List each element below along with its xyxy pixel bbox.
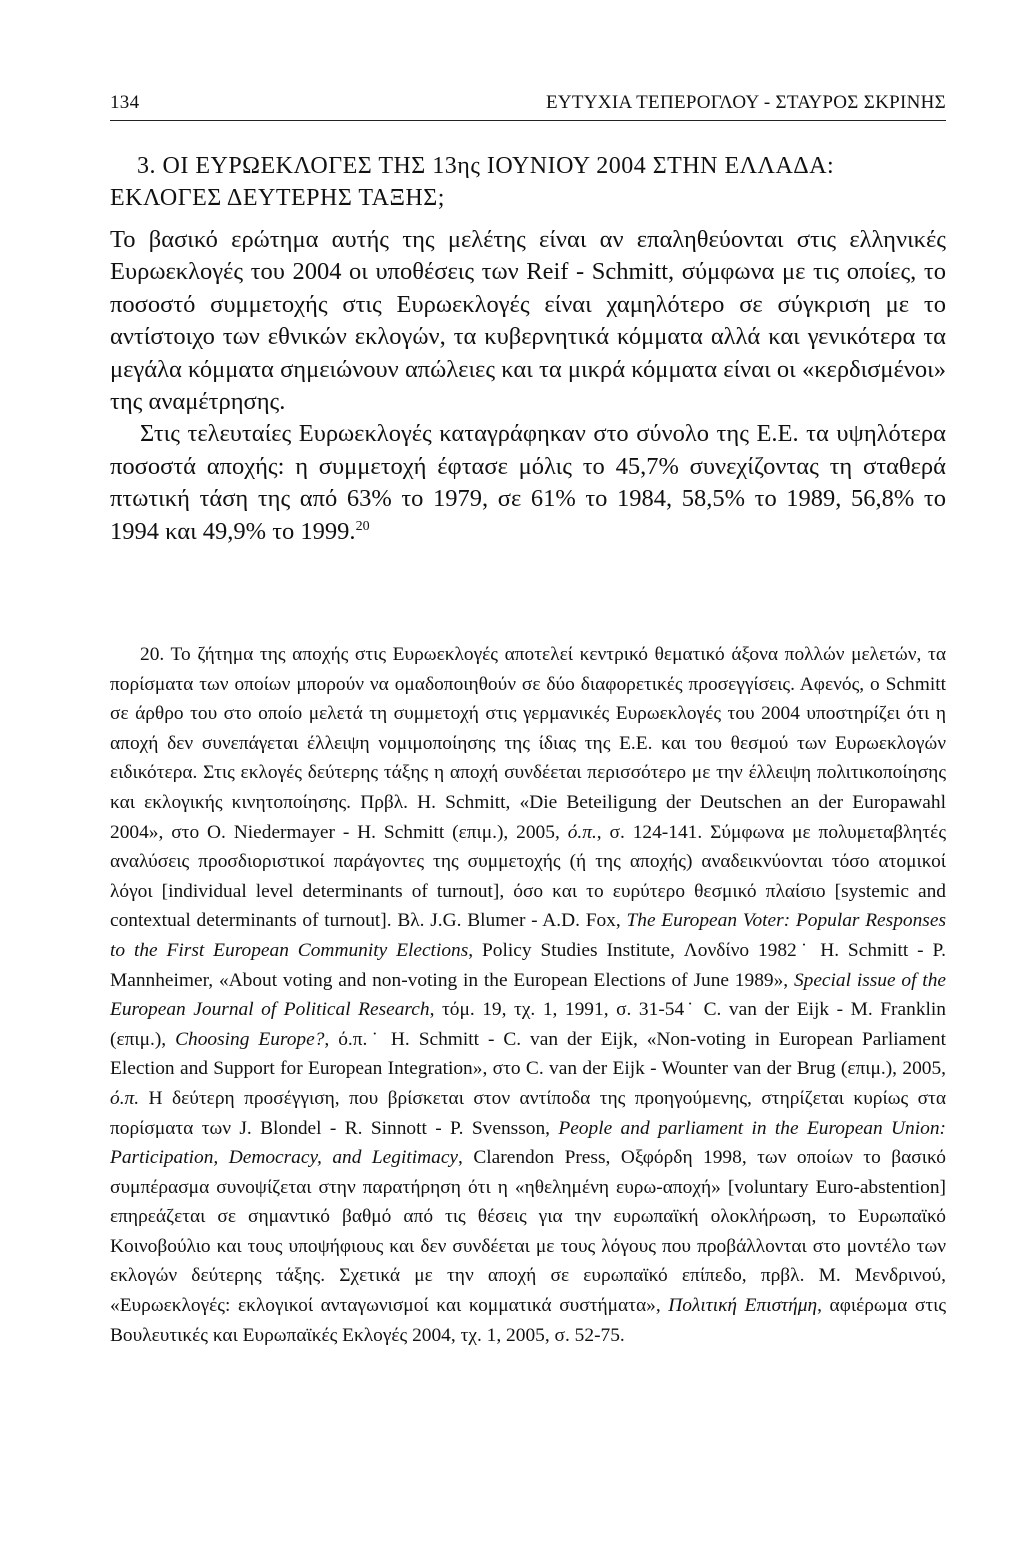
body-paragraph-2-text: Στις τελευταίες Ευρωεκλογές καταγράφηκαν στο σύνολο της Ε.Ε. τα υψηλότερα ποσοστά αποχής: η συμμετοχή έφτασε μόλις το 45,7% συνεχίζοντας τη σταθερά πτωτική τάση της από 63% το 1979, σε 61% το 1984, 58,5% το 1989, 56,8% το 1994 και 49,9% το 1999.	[110, 420, 946, 545]
footnote-text-3: , Policy Studies Institute, Λονδίνο 1982˙ H. Schmitt - P. Mannheimer, «About voting and non-voting in the European Elections of June 1989»,	[110, 939, 946, 991]
running-title: ΕΥΤΥΧΙΑ ΤΕΠΕΡΟΓΛΟΥ - ΣΤΑΥΡΟΣ ΣΚΡΙΝΗΣ	[545, 92, 946, 113]
main-text	[110, 224, 946, 548]
footnote-journal-title: Special issue of the European Journal of Political Research	[110, 969, 946, 1021]
footnote-text-2: , σ. 124-141. Σύμφωνα με πολυμεταβλητές αναλύσεις προσδιοριστικοί παράγοντες της συμμετοχής (ή της αποχής) αναδεικνύονται τόσο ατομικοί λόγοι [individual level determinants of turnout], όσο και το ευρύτερο θεσμικό πλαίσιο [systemic and contextual determinants of turnout]. Βλ. J.G. Blumer - A.D. Fox,	[110, 821, 947, 932]
footnote-journal-title-2: Πολιτική Επιστήμη	[668, 1295, 818, 1317]
footnote-book-title-3: People and parliament in the European Union: Participation, Democracy, and Legitimacy	[110, 1117, 946, 1169]
footnote-text-6: Η δεύτερη προσέγγιση, που βρίσκεται στον αντίποδα της προηγούμενης, στηρίζεται κυρίως στα πορίσματα των J. Blondel - R. Sinnott - P. Svensson,	[110, 1087, 946, 1139]
section-heading: 3. ΟΙ ΕΥΡΩΕΚΛΟΓΕΣ ΤΗΣ 13ης ΙΟΥΝΙΟΥ 2004 ΣΤΗΝ ΕΛΛΑΔΑ: ΕΚΛΟΓΕΣ ΔΕΥΤΕΡΗΣ ΤΑΞΗΣ;	[110, 153, 835, 211]
footnote-text-8: , αφιέρωμα στις Βουλευτικές και Ευρωπαϊκές Εκλογές 2004, τχ. 1, 2005, σ. 52-75.	[110, 1295, 947, 1346]
footnote-20	[110, 640, 946, 1350]
footnote-text-4: , τόμ. 19, τχ. 1, 1991, σ. 31-54˙ C. van der Eijk - M. Franklin (επιμ.),	[110, 999, 946, 1050]
footnote-book-title-1: The European Voter: Popular Responses to the First European Community Elections	[110, 910, 946, 961]
footnote-text-5: , ό.π.˙ H. Schmitt - C. van der Eijk, «Non-voting in European Parliament Election and Support for European Integration», στο C. van der Eijk - Wounter van der Brug (επιμ.), 2005,	[110, 1028, 946, 1080]
running-header	[110, 92, 946, 121]
page-number: 134	[110, 92, 140, 113]
footnote-text-7: , Clarendon Press, Οξφόρδη 1998, των οποίων το βασικό συμπέρασμα συνοψίζεται στην παρατήρηση ότι η «ηθελημένη ευρω-αποχή» [voluntary Euro-abstention] επηρεάζεται σε σημαντικό βαθμό από τις θέσεις για την ευρωπαϊκή ολοκλήρωση, το Ευρωπαϊκό Κοινοβούλιο και τους υποψήφιους και δεν συνδέεται με τους λόγους που προβάλλονται στο μοντέλο των εκλογών δεύτερης τάξης. Σχετικά με την αποχή σε ευρωπαϊκό επίπεδο, πρβλ. Μ. Μενδρινού, «Ευρωεκλογές: εκλογικοί ανταγωνισμοί και κομματικά συστήματα»,	[110, 1147, 946, 1317]
body-paragraph-1: Το βασικό ερώτημα αυτής της μελέτης είναι αν επαληθεύονται στις ελληνικές Ευρωεκλογές του 2004 οι υποθέσεις των Reif - Schmitt, σύμφωνα με τις οποίες, το ποσοστό συμμετοχής στις Ευρωεκλογές είναι χαμηλότερο σε σύγκριση με το αντίστοιχο των εθνικών εκλογών, τα κυβερνητικά κόμματα αλλά και γενικότερα τα μεγάλα κόμματα σημειώνουν απώλειες και τα μικρά κόμματα είναι οι «κερδισμένοι» της αναμέτρησης.	[110, 226, 946, 416]
footnote-book-title-2: Choosing Europe?	[175, 1028, 325, 1050]
footnote-paragraph	[110, 640, 946, 1350]
footnote-reference: 20	[355, 518, 370, 534]
footnote-italic-op-cit-1: ό.π.	[567, 821, 597, 843]
footnote-text-1: Το ζήτημα της αποχής στις Ευρωεκλογές αποτελεί κεντρικό θεματικό άξονα πολλών μελετών, τα πορίσματα των οποίων μπορούν να ομαδοποιηθούν σε δύο διαφορετικές προσεγγίσεις. Αφενός, ο Schmitt σε άρθρο του στο οποίο μελετά τη συμμετοχή στις γερμανικές Ευρωεκλογές του 2004 υποστηρίζει ότι η αποχή δεν συνεπάγεται έλλειψη νομιμοποίησης της ίδιας της Ε.Ε. και του θεσμού των Ευρωεκλογών ειδικότερα. Στις εκλογές δεύτερης τάξης η αποχή συνδέεται περισσότερο με την έλλειψη πολιτικοποίησης και εκλογικής κινητοποίησης. Πρβλ. H. Schmitt, «Die Beteiligung der Deutschen an der Europawahl 2004», στο O. Niedermayer - H. Schmitt (επιμ.), 2005,	[110, 644, 946, 843]
footnote-number: 20.	[140, 644, 165, 665]
footnote-italic-op-cit-2: ό.π.	[110, 1087, 140, 1109]
body-paragraph-2	[110, 418, 946, 548]
